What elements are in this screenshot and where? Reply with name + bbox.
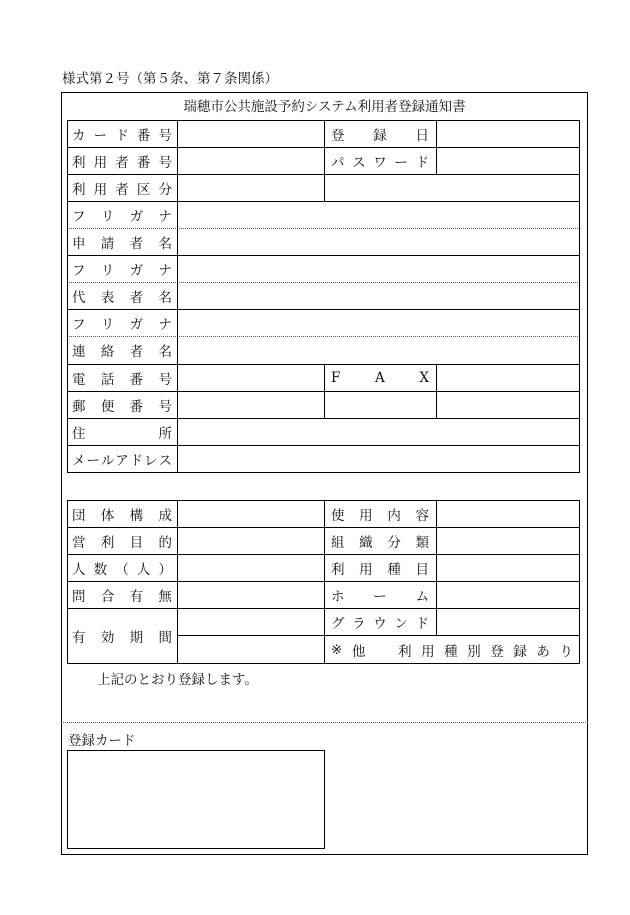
label-char: 他 — [351, 643, 366, 660]
label-char: 登 — [331, 127, 345, 144]
label-char: 申 — [72, 235, 86, 252]
label-char: リ — [100, 316, 115, 333]
label-char: 成 — [158, 507, 172, 524]
user-number-label — [68, 147, 176, 174]
label-char: 連 — [72, 343, 86, 360]
home-field[interactable] — [437, 582, 579, 608]
label-char: 問 — [72, 588, 86, 605]
label-char: り — [559, 643, 573, 660]
postal-code-label — [68, 391, 176, 418]
label-char: 者 — [115, 181, 129, 198]
label-char: 用 — [93, 154, 108, 171]
label-char: ス — [158, 452, 172, 469]
label-char: パ — [331, 154, 345, 171]
label-char: 有 — [129, 588, 144, 605]
label-char: メ — [72, 452, 86, 469]
label-char: 録 — [373, 127, 387, 144]
label-char: ド — [115, 127, 129, 144]
label-char: 号 — [158, 398, 172, 415]
usage-content-field[interactable] — [437, 501, 579, 527]
grid-line — [579, 500, 580, 663]
label-char: ー — [373, 588, 387, 605]
label-char: ド — [415, 615, 429, 632]
label-char: あ — [536, 643, 550, 660]
label-char: ガ — [129, 208, 144, 225]
email-label — [68, 445, 176, 472]
validity-period-label — [68, 608, 176, 663]
label-char: 表 — [100, 289, 115, 306]
password-label — [325, 147, 435, 174]
grid-line — [579, 120, 580, 472]
usage-content-label — [325, 500, 435, 527]
label-char: 名 — [158, 343, 172, 360]
furigana-representative-field[interactable] — [178, 256, 579, 282]
label-char: 合 — [100, 588, 115, 605]
home-label — [325, 581, 435, 608]
label-char: ホ — [331, 588, 345, 605]
label-char: 絡 — [100, 343, 115, 360]
label-char: 団 — [72, 507, 86, 524]
label-char: 利 — [72, 181, 86, 198]
headcount-field[interactable] — [178, 555, 324, 581]
usage-type-field[interactable] — [437, 555, 579, 581]
label-char: 無 — [158, 588, 172, 605]
label-char: ） — [158, 561, 172, 578]
label-char: ー — [394, 154, 408, 171]
address-field[interactable] — [178, 419, 579, 445]
grid-line — [67, 472, 580, 473]
user-number-field[interactable] — [178, 148, 324, 174]
label-char: 種 — [444, 643, 458, 660]
label-char: ガ — [129, 316, 144, 333]
label-char: 名 — [158, 235, 172, 252]
phone-label — [68, 364, 176, 391]
representative-field[interactable] — [178, 283, 579, 309]
label-char: ナ — [158, 262, 172, 279]
label-char: 利 — [100, 534, 115, 551]
label-char: 用 — [421, 643, 435, 660]
label-char: 類 — [415, 534, 429, 551]
address-label — [68, 418, 176, 445]
card-number-label — [68, 120, 176, 147]
label-char: 者 — [129, 235, 144, 252]
contact-label — [68, 336, 176, 363]
label-char: 号 — [158, 154, 172, 171]
label-char: カ — [72, 127, 86, 144]
label-char: 組 — [331, 534, 345, 551]
label-char: 利 — [72, 154, 86, 171]
label-char: ル — [100, 452, 115, 469]
label-char: 者 — [115, 154, 129, 171]
label-char: 者 — [129, 343, 144, 360]
usage-type-label — [325, 554, 435, 581]
label-char: 分 — [387, 534, 401, 551]
other-registration-note — [325, 636, 579, 663]
group-composition-label — [68, 500, 176, 527]
label-char: フ — [72, 316, 86, 333]
phone-field[interactable] — [178, 365, 324, 391]
label-char: ス — [352, 154, 366, 171]
label-char: 人 — [72, 561, 86, 578]
label-char: 間 — [158, 629, 172, 646]
furigana-applicant-label — [68, 201, 176, 228]
label-char: 番 — [129, 371, 144, 388]
headcount-label — [68, 554, 176, 581]
label-char: （ — [115, 561, 129, 578]
label-char: 電 — [72, 371, 86, 388]
validity-period-field[interactable] — [178, 609, 324, 663]
ground-field[interactable] — [437, 609, 579, 635]
label-char: レ — [144, 452, 158, 469]
furigana-representative-label — [68, 255, 176, 282]
label-char: 番 — [136, 154, 151, 171]
label-char: 便 — [100, 398, 115, 415]
registration-card-label: 登録カード — [68, 733, 136, 749]
label-char: リ — [100, 262, 115, 279]
label-char: ー — [86, 452, 100, 469]
label-char: 織 — [359, 534, 373, 551]
label-char: 構 — [129, 507, 144, 524]
label-char: 期 — [129, 629, 144, 646]
registration-date-label — [325, 120, 435, 147]
label-char: ナ — [158, 316, 172, 333]
label-char: ー — [93, 127, 108, 144]
applicant-field[interactable] — [178, 229, 579, 255]
label-char: ム — [415, 588, 429, 605]
group-composition-field[interactable] — [178, 501, 324, 527]
form-reference: 様式第２号（第５条、第７条関係） — [62, 71, 278, 87]
label-char: ガ — [129, 262, 144, 279]
label-char: ド — [415, 154, 429, 171]
label-char: 容 — [415, 507, 429, 524]
label-char: 利 — [331, 561, 345, 578]
label-char: A — [375, 369, 385, 386]
label-char: フ — [72, 262, 86, 279]
fax-field[interactable] — [437, 365, 579, 391]
label-char: 郵 — [72, 398, 86, 415]
label-char: 利 — [398, 643, 412, 660]
commercial-purpose-label — [68, 527, 176, 554]
label-char: 分 — [158, 181, 172, 198]
label-char: ウ — [373, 615, 387, 632]
label-char: F — [331, 369, 341, 386]
furigana-contact-label — [68, 309, 176, 336]
label-char: ド — [129, 452, 144, 469]
commercial-purpose-field[interactable] — [178, 528, 324, 554]
representative-label — [68, 282, 176, 309]
fax-label — [325, 364, 435, 391]
label-char: 請 — [100, 235, 115, 252]
postal-code-field[interactable] — [178, 392, 324, 418]
applicant-label — [68, 228, 176, 255]
organization-class-field[interactable] — [437, 528, 579, 554]
label-char: 営 — [72, 534, 86, 551]
furigana-contact-field[interactable] — [178, 310, 579, 336]
label-char: 登 — [490, 643, 504, 660]
label-char: 所 — [158, 425, 172, 442]
label-char: 録 — [513, 643, 527, 660]
inquiry-field[interactable] — [178, 582, 324, 608]
label-char: 数 — [93, 561, 108, 578]
inquiry-label — [68, 581, 176, 608]
label-char: 号 — [158, 371, 172, 388]
cut-line-dotted — [61, 722, 588, 723]
label-char: 体 — [100, 507, 115, 524]
label-char: 的 — [158, 534, 172, 551]
card-number-field[interactable] — [178, 121, 324, 147]
label-char: 日 — [415, 127, 429, 144]
label-char: 目 — [129, 534, 144, 551]
label-char: ※ — [331, 641, 343, 658]
label-char: 区 — [136, 181, 151, 198]
label-char: X — [419, 369, 429, 386]
label-char: 効 — [100, 629, 115, 646]
label-char: 号 — [158, 127, 172, 144]
password-field[interactable] — [437, 148, 579, 174]
ground-label — [325, 608, 435, 635]
label-char: フ — [72, 208, 86, 225]
label-char: ン — [394, 615, 408, 632]
furigana-applicant-field[interactable] — [178, 202, 579, 228]
label-char: 者 — [129, 289, 144, 306]
email-field[interactable] — [178, 446, 579, 472]
label-char: 有 — [72, 629, 86, 646]
label-char: 番 — [136, 127, 151, 144]
label-char: 用 — [359, 561, 373, 578]
label-char: 種 — [387, 561, 401, 578]
label-char: ラ — [352, 615, 366, 632]
grid-line — [67, 663, 580, 664]
label-char: 用 — [93, 181, 108, 198]
label-char: 名 — [158, 289, 172, 306]
label-char: 番 — [129, 398, 144, 415]
label-char: ア — [115, 452, 129, 469]
form-title: 瑞穂市公共施設予約システム利用者登録通知書 — [183, 99, 466, 115]
label-char: 内 — [387, 507, 401, 524]
registration-card-box — [67, 750, 325, 849]
label-char: 別 — [467, 643, 481, 660]
registration-statement: 上記のとおり登録します。 — [97, 672, 258, 688]
user-category-field[interactable] — [178, 175, 324, 201]
label-char: 話 — [100, 371, 115, 388]
user-category-label — [68, 174, 176, 201]
registration-date-field[interactable] — [437, 121, 579, 147]
label-char — [375, 640, 389, 660]
label-char: 用 — [359, 507, 373, 524]
contact-field[interactable] — [178, 337, 579, 363]
label-char: 人 — [136, 561, 151, 578]
label-char: ワ — [373, 154, 387, 171]
label-char: ナ — [158, 208, 172, 225]
label-char: 目 — [415, 561, 429, 578]
label-char: リ — [100, 208, 115, 225]
label-char: 使 — [331, 507, 345, 524]
label-char: 住 — [72, 425, 86, 442]
label-char: グ — [331, 615, 345, 632]
organization-class-label — [325, 527, 435, 554]
label-char: 代 — [72, 289, 86, 306]
